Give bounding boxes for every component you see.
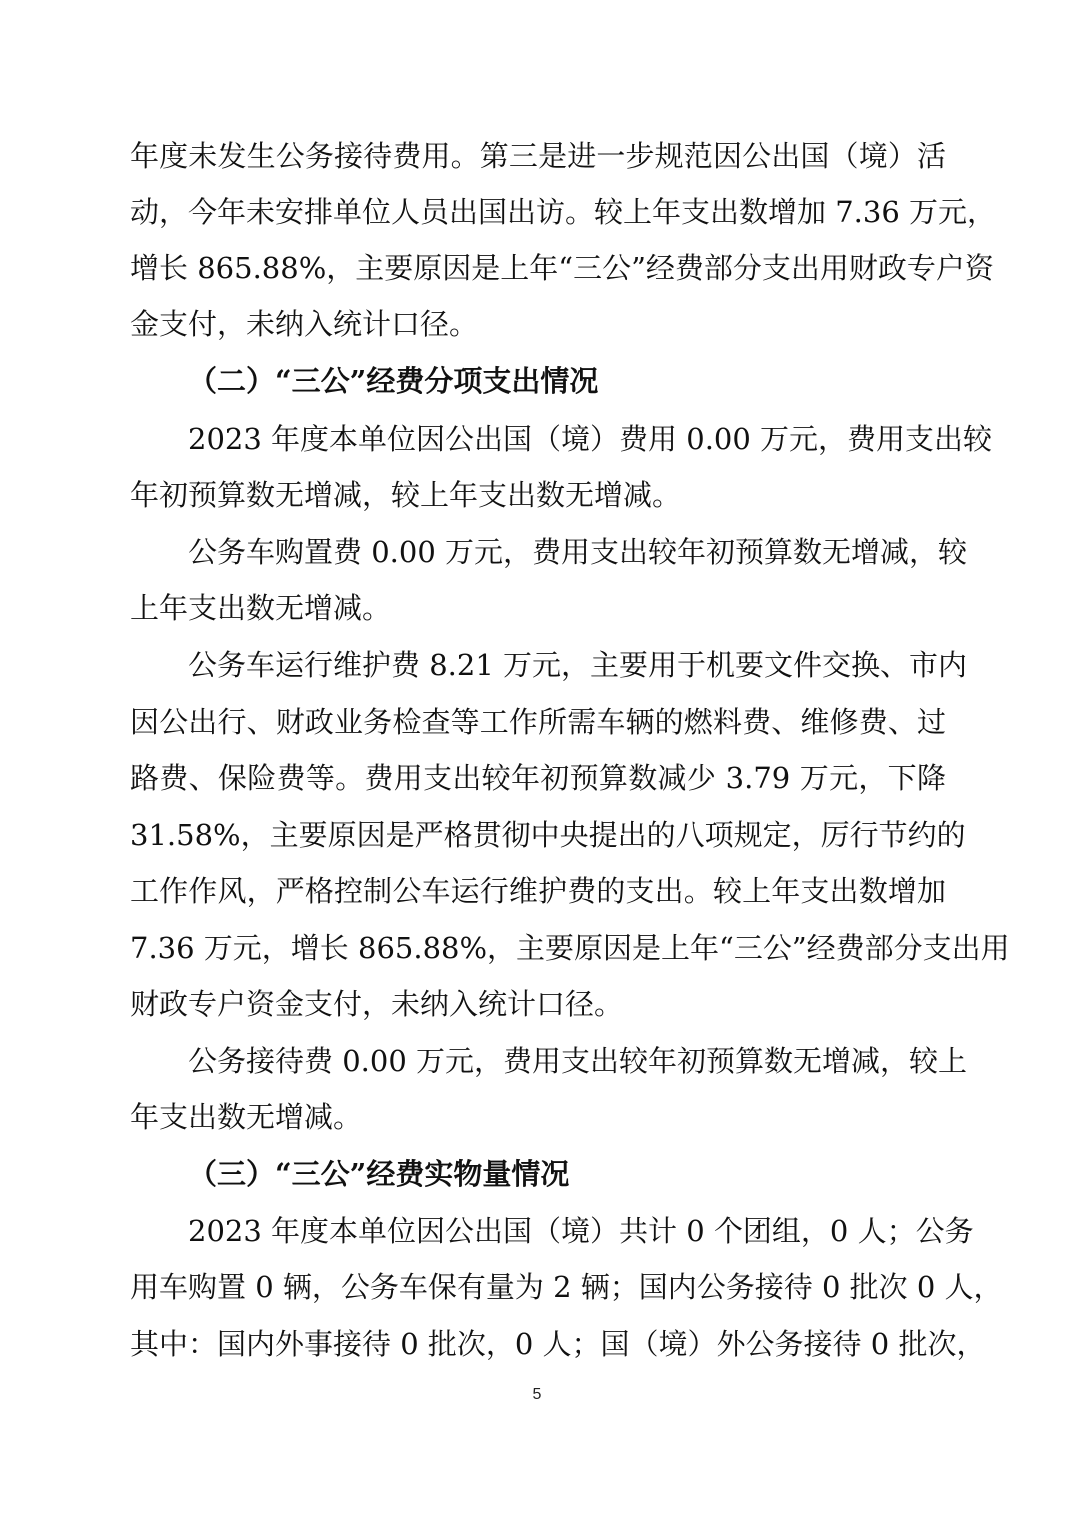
text-line: 其中：国内外事接待 0 批次，0 人；国（境）外公务接待 0 批次， (130, 1327, 986, 1361)
text-line: 增长 865.88%，主要原因是上年“三公”经费部分支出用财政专户资 (130, 251, 994, 285)
text-line: 年度未发生公务接待费用。第三是进一步规范因公出国（境）活 (130, 139, 946, 173)
text-line: 工作作风，严格控制公车运行维护费的支出。较上年支出数增加 (130, 874, 946, 908)
text-line: 动，今年未安排单位人员出国出访。较上年支出数增加 7.36 万元， (130, 195, 997, 229)
section-heading: （二）“三公”经费分项支出情况 (188, 364, 599, 398)
text-line: 金支付，未纳入统计口径。 (130, 307, 479, 341)
text-line: 路费、保险费等。费用支出较年初预算数减少 3.79 万元，下降 (130, 761, 946, 795)
text-line: 财政专户资金支付，未纳入统计口径。 (130, 987, 624, 1021)
text-line: 因公出行、财政业务检查等工作所需车辆的燃料费、维修费、过 (130, 705, 946, 739)
text-line: 31.58%，主要原因是严格贯彻中央提出的八项规定，厉行节约的 (130, 818, 966, 852)
text-line: 7.36 万元，增长 865.88%，主要原因是上年“三公”经费部分支出用 (130, 931, 1010, 965)
page-number: 5 (532, 1386, 542, 1403)
text-line: 公务车运行维护费 8.21 万元，主要用于机要文件交换、市内 (188, 648, 968, 682)
text-line: 公务车购置费 0.00 万元，费用支出较年初预算数无增减，较 (188, 535, 968, 569)
text-line: 年支出数无增减。 (130, 1100, 363, 1134)
text-line: 用车购置 0 辆，公务车保有量为 2 辆；国内公务接待 0 批次 0 人， (130, 1270, 1003, 1304)
text-line: 年初预算数无增减，较上年支出数无增减。 (130, 478, 682, 512)
section-heading: （三）“三公”经费实物量情况 (188, 1157, 570, 1191)
text-line: 2023 年度本单位因公出国（境）共计 0 个团组，0 人；公务 (188, 1214, 974, 1248)
text-line: 上年支出数无增减。 (130, 591, 392, 625)
text-line: 公务接待费 0.00 万元，费用支出较年初预算数无增减，较上 (188, 1044, 968, 1078)
text-line: 2023 年度本单位因公出国（境）费用 0.00 万元，费用支出较 (188, 422, 993, 456)
